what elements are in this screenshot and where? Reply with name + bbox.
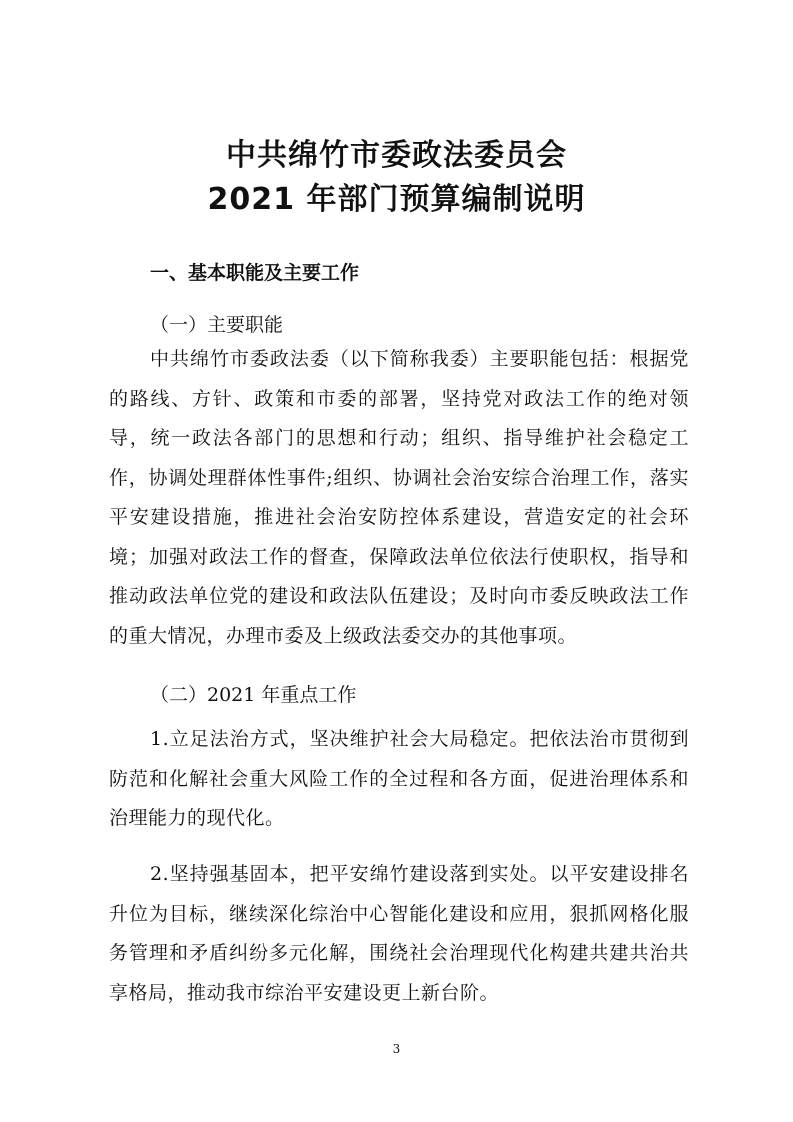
work-item-1: 1.立足法治方式，坚决维护社会大局稳定。把依法治市贯彻到防范和化解社会重大风险工作的全过程和各方面，促进治理体系和治理能力的现代化。 bbox=[109, 728, 689, 829]
subsection1-heading: （一）主要职能 bbox=[150, 314, 284, 336]
section1-heading: 一、基本职能及主要工作 bbox=[150, 262, 360, 284]
subsection1-body: 中共绵竹市委政法委（以下简称我委）主要职能包括：根据党的路线、方针、政策和市委的部署，坚持党对政法工作的绝对领导，统一政法各部门的思想和行动；组织、指导维护社会稳定工作，协调处理群体性事件;组织、协调社会治安综合治理工作，落实平安建设措施，推进社会治安防控体系建设，营造安定的社会环境；加强对政法工作的督查，保障政法单位依法行使职权，指导和推动政法单位党的建设和政法队伍建设；及时向市委反映政法工作的重大情况，办理市委及上级政法委交办的其他事项。 bbox=[109, 348, 689, 647]
document-title-line2: 2021 年部门预算编制说明 bbox=[207, 182, 586, 217]
work-item-2: 2.坚持强基固本，把平安绵竹建设落到实处。以平安建设排名升位为目标，继续深化综治中心智能化建设和应用，狠抓网格化服务管理和矛盾纠纷多元化解，围绕社会治理现代化构建共建共治共享格局，推动我市综治平安建设更上新台阶。 bbox=[109, 863, 689, 1004]
subsection2-heading: （二）2021 年重点工作 bbox=[150, 684, 357, 706]
page-number: 3 bbox=[392, 1042, 401, 1056]
document-title-line1: 中共绵竹市委政法委员会 bbox=[226, 138, 567, 173]
